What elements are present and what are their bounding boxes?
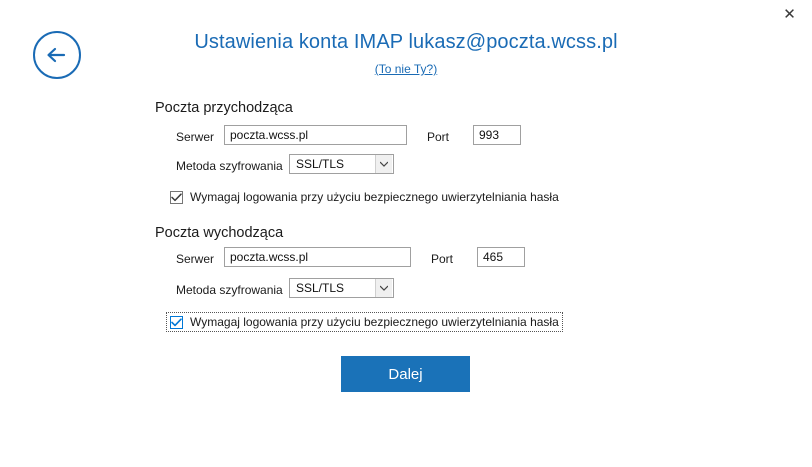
outgoing-port-input[interactable] bbox=[477, 247, 525, 267]
incoming-server-label: Serwer bbox=[176, 130, 215, 144]
outgoing-encryption-label: Metoda szyfrowania bbox=[176, 283, 283, 297]
incoming-server-input[interactable] bbox=[224, 125, 407, 145]
incoming-secure-auth-checkbox[interactable] bbox=[170, 191, 183, 204]
incoming-encryption-label: Metoda szyfrowania bbox=[176, 159, 283, 173]
outgoing-server-label: Serwer bbox=[176, 252, 215, 266]
incoming-encryption-select[interactable] bbox=[289, 154, 394, 174]
not-you-link[interactable]: (To nie Ty?) bbox=[374, 62, 438, 76]
check-icon bbox=[171, 318, 182, 327]
next-button[interactable]: Dalej bbox=[341, 356, 470, 392]
outgoing-port-label: Port bbox=[431, 252, 454, 266]
outgoing-mail-heading: Poczta wychodząca bbox=[155, 225, 284, 241]
chevron-down-icon bbox=[375, 279, 392, 297]
outgoing-secure-auth-label: Wymagaj logowania przy użyciu bezpiecznego uwierzytelniania hasła bbox=[190, 315, 559, 329]
outgoing-secure-auth-checkbox[interactable] bbox=[170, 316, 183, 329]
incoming-mail-heading: Poczta przychodząca bbox=[155, 100, 293, 116]
outgoing-server-input[interactable] bbox=[224, 247, 411, 267]
close-icon[interactable]: ✕ bbox=[783, 5, 796, 23]
outgoing-secure-auth-row[interactable] bbox=[167, 313, 562, 331]
check-icon bbox=[171, 193, 182, 202]
chevron-down-icon bbox=[375, 155, 392, 173]
outgoing-encryption-value: SSL/TLS bbox=[296, 281, 345, 295]
page-title: Ustawienia konta IMAP lukasz@poczta.wcss.pl bbox=[194, 31, 618, 53]
incoming-port-label: Port bbox=[427, 130, 450, 144]
incoming-secure-auth-label: Wymagaj logowania przy użyciu bezpiecznego uwierzytelniania hasła bbox=[190, 190, 559, 204]
incoming-secure-auth-row[interactable] bbox=[170, 190, 559, 204]
outgoing-encryption-select[interactable] bbox=[289, 278, 394, 298]
incoming-encryption-value: SSL/TLS bbox=[296, 157, 345, 171]
incoming-port-input[interactable] bbox=[473, 125, 521, 145]
